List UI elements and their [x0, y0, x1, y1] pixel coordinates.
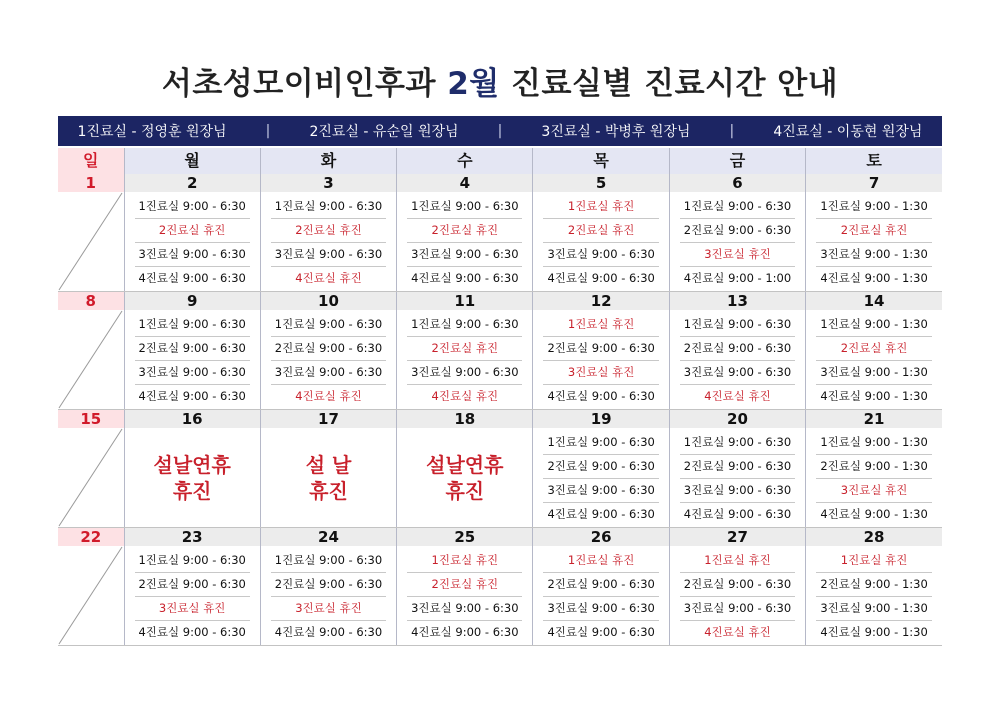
room-schedule-list	[806, 310, 942, 408]
sunday-cell	[58, 192, 124, 292]
room-schedule-list	[670, 546, 805, 644]
room-schedule-list	[806, 192, 942, 290]
room-hours-slot: 2진료실 9:00 - 6:30	[135, 337, 250, 361]
room-closed-slot: 1진료실 휴진	[680, 549, 795, 573]
room-hours-slot: 3진료실 9:00 - 6:30	[543, 243, 658, 267]
room-hours-slot: 3진료실 9:00 - 6:30	[135, 243, 250, 267]
day-cell	[124, 428, 260, 528]
holiday-line: 휴진	[172, 478, 212, 503]
room-closed-slot: 3진료실 휴진	[543, 361, 658, 385]
sunday-cell	[58, 310, 124, 410]
room-hours-slot: 2진료실 9:00 - 6:30	[271, 337, 386, 361]
weekday-sun: 일	[58, 148, 124, 174]
room-hours-slot: 1진료실 9:00 - 6:30	[680, 431, 795, 455]
room-closed-slot: 1진료실 휴진	[543, 549, 658, 573]
banner-separator: |	[729, 123, 735, 139]
day-date: 20	[669, 410, 805, 429]
holiday-line: 설 날	[305, 452, 352, 477]
room-hours-slot: 4진료실 9:00 - 1:30	[820, 389, 928, 403]
room-closed-slot: 4진료실 휴진	[295, 271, 362, 285]
room-hours-slot: 3진료실 9:00 - 6:30	[407, 243, 522, 267]
room-hours-slot: 4진료실 9:00 - 6:30	[547, 507, 655, 521]
room-hours-slot: 3진료실 9:00 - 6:30	[680, 361, 795, 385]
room-hours-slot: 4진료실 9:00 - 1:30	[820, 625, 928, 639]
room-closed-slot: 3진료실 휴진	[680, 243, 795, 267]
room-hours-slot: 4진료실 9:00 - 6:30	[547, 625, 655, 639]
day-date: 10	[260, 292, 396, 311]
holiday-line: 휴진	[445, 478, 485, 503]
room-closed-slot: 4진료실 휴진	[704, 389, 771, 403]
holiday-text	[426, 452, 503, 504]
schedule-row	[58, 428, 942, 528]
room-hours-slot: 3진료실 9:00 - 1:30	[816, 361, 932, 385]
room-2-doctor: 2진료실 - 유순일 원장님	[309, 124, 459, 140]
holiday-text	[154, 452, 231, 504]
day-cell	[533, 192, 669, 292]
day-date: 9	[124, 292, 260, 311]
room-1-doctor: 1진료실 - 정영훈 원장님	[77, 124, 227, 140]
rooms-banner	[58, 116, 942, 146]
day-cell	[806, 192, 942, 292]
room-schedule-list	[261, 546, 396, 644]
schedule-calendar	[58, 148, 942, 646]
day-cell	[124, 546, 260, 646]
room-closed-slot: 2진료실 휴진	[271, 219, 386, 243]
room-closed-slot: 3진료실 휴진	[271, 597, 386, 621]
room-hours-slot: 3진료실 9:00 - 6:30	[543, 597, 658, 621]
room-hours-slot: 3진료실 9:00 - 6:30	[271, 361, 386, 385]
closed-diagonal-line	[58, 546, 123, 645]
banner-separator: |	[497, 123, 503, 139]
day-date: 11	[397, 292, 533, 311]
room-hours-slot: 3진료실 9:00 - 1:30	[816, 243, 932, 267]
day-date: 27	[669, 528, 805, 547]
day-cell	[669, 192, 805, 292]
room-hours-slot: 1진료실 9:00 - 6:30	[271, 195, 386, 219]
day-date: 23	[124, 528, 260, 547]
room-schedule-list	[397, 192, 532, 290]
room-hours-slot: 2진료실 9:00 - 6:30	[543, 573, 658, 597]
room-schedule-list	[670, 192, 805, 290]
room-schedule-list	[670, 310, 805, 408]
date-row	[58, 174, 942, 192]
room-schedule-list	[125, 546, 260, 644]
sunday-date: 8	[58, 292, 124, 311]
room-hours-slot: 1진료실 9:00 - 6:30	[271, 549, 386, 573]
day-cell	[124, 310, 260, 410]
room-hours-slot: 1진료실 9:00 - 6:30	[135, 195, 250, 219]
room-hours-slot: 2진료실 9:00 - 1:30	[816, 455, 932, 479]
room-closed-slot: 1진료실 휴진	[816, 549, 932, 573]
diagonal-stroke	[59, 429, 122, 526]
room-hours-slot: 1진료실 9:00 - 6:30	[407, 313, 522, 337]
day-date: 3	[260, 174, 396, 192]
holiday-line: 설날연휴	[153, 452, 231, 477]
weekday-fri: 금	[669, 148, 805, 174]
holiday-line: 설날연휴	[426, 452, 504, 477]
room-schedule-list	[806, 546, 942, 644]
room-hours-slot: 1진료실 9:00 - 1:30	[816, 195, 932, 219]
weekday-thu: 목	[533, 148, 669, 174]
room-hours-slot: 4진료실 9:00 - 1:30	[820, 507, 928, 521]
day-cell	[397, 310, 533, 410]
closed-diagonal-line	[58, 192, 123, 291]
room-closed-slot: 3진료실 휴진	[816, 479, 932, 503]
room-closed-slot: 4진료실 휴진	[295, 389, 362, 403]
day-date: 12	[533, 292, 669, 311]
room-hours-slot: 4진료실 9:00 - 6:30	[547, 271, 655, 285]
sunday-date: 1	[58, 174, 124, 192]
schedule-row	[58, 310, 942, 410]
room-closed-slot: 2진료실 휴진	[407, 573, 522, 597]
room-hours-slot: 2진료실 9:00 - 1:30	[816, 573, 932, 597]
room-hours-slot: 2진료실 9:00 - 6:30	[271, 573, 386, 597]
room-hours-slot: 4진료실 9:00 - 1:30	[820, 271, 928, 285]
day-date: 5	[533, 174, 669, 192]
room-hours-slot: 2진료실 9:00 - 6:30	[680, 455, 795, 479]
date-row	[58, 292, 942, 311]
sunday-date: 15	[58, 410, 124, 429]
closed-diagonal-line	[58, 428, 123, 527]
day-cell	[806, 428, 942, 528]
holiday-text	[306, 452, 352, 504]
holiday-notice	[125, 428, 260, 527]
day-cell	[124, 192, 260, 292]
room-schedule-list	[397, 310, 532, 408]
day-cell	[669, 310, 805, 410]
holiday-notice	[261, 428, 396, 527]
day-cell	[669, 546, 805, 646]
room-hours-slot: 4진료실 9:00 - 1:00	[683, 271, 792, 285]
room-closed-slot: 1진료실 휴진	[543, 313, 658, 337]
room-hours-slot: 4진료실 9:00 - 6:30	[683, 507, 792, 521]
day-date: 17	[260, 410, 396, 429]
diagonal-stroke	[59, 193, 122, 290]
day-date: 7	[806, 174, 942, 192]
holiday-line: 휴진	[309, 478, 348, 503]
room-hours-slot: 1진료실 9:00 - 6:30	[271, 313, 386, 337]
room-closed-slot: 2진료실 휴진	[407, 337, 522, 361]
sunday-cell	[58, 428, 124, 528]
weekday-wed: 수	[397, 148, 533, 174]
room-hours-slot: 2진료실 9:00 - 6:30	[543, 455, 658, 479]
room-closed-slot: 2진료실 휴진	[407, 219, 522, 243]
room-closed-slot: 1진료실 휴진	[407, 549, 522, 573]
room-hours-slot: 1진료실 9:00 - 6:30	[407, 195, 522, 219]
room-hours-slot: 1진료실 9:00 - 6:30	[680, 195, 795, 219]
room-schedule-list	[533, 546, 668, 644]
weekday-sat: 토	[806, 148, 942, 174]
day-cell	[806, 546, 942, 646]
room-hours-slot: 3진료실 9:00 - 6:30	[543, 479, 658, 503]
weekday-mon: 월	[124, 148, 260, 174]
room-closed-slot: 3진료실 휴진	[135, 597, 250, 621]
banner-separator: |	[265, 123, 271, 139]
room-closed-slot: 2진료실 휴진	[135, 219, 250, 243]
room-hours-slot: 4진료실 9:00 - 6:30	[274, 625, 383, 639]
room-hours-slot: 4진료실 9:00 - 6:30	[547, 389, 655, 403]
closed-diagonal-line	[58, 310, 123, 409]
day-date: 14	[806, 292, 942, 311]
day-cell	[260, 546, 396, 646]
title-clinic-name: 서초성모이비인후과	[161, 66, 436, 102]
room-hours-slot: 4진료실 9:00 - 6:30	[411, 625, 519, 639]
diagonal-stroke	[59, 311, 122, 408]
day-date: 24	[260, 528, 396, 547]
weekday-header-row	[58, 148, 942, 174]
title-month: 2월	[447, 66, 500, 102]
room-closed-slot: 2진료실 휴진	[816, 337, 932, 361]
room-hours-slot: 2진료실 9:00 - 6:30	[135, 573, 250, 597]
day-date: 16	[124, 410, 260, 429]
room-closed-slot: 4진료실 휴진	[704, 625, 771, 639]
day-date: 26	[533, 528, 669, 547]
room-closed-slot: 1진료실 휴진	[543, 195, 658, 219]
diagonal-stroke	[59, 547, 122, 644]
room-hours-slot: 1진료실 9:00 - 6:30	[543, 431, 658, 455]
day-cell	[397, 192, 533, 292]
room-hours-slot: 3진료실 9:00 - 6:30	[407, 597, 522, 621]
room-hours-slot: 3진료실 9:00 - 6:30	[680, 597, 795, 621]
page-title	[0, 58, 1000, 103]
schedule-row	[58, 192, 942, 292]
room-4-doctor: 4진료실 - 이동현 원장님	[773, 124, 923, 140]
day-date: 6	[669, 174, 805, 192]
room-hours-slot: 2진료실 9:00 - 6:30	[680, 337, 795, 361]
day-date: 4	[397, 174, 533, 192]
room-hours-slot: 3진료실 9:00 - 6:30	[407, 361, 522, 385]
room-closed-slot: 4진료실 휴진	[431, 389, 499, 403]
day-cell	[397, 546, 533, 646]
sunday-cell	[58, 546, 124, 646]
day-cell	[260, 428, 396, 528]
room-3-doctor: 3진료실 - 박병후 원장님	[541, 124, 691, 140]
day-cell	[806, 310, 942, 410]
room-closed-slot: 2진료실 휴진	[543, 219, 658, 243]
room-hours-slot: 1진료실 9:00 - 6:30	[135, 549, 250, 573]
date-row	[58, 410, 942, 429]
sunday-date: 22	[58, 528, 124, 547]
holiday-notice	[397, 428, 532, 527]
room-schedule-list	[261, 310, 396, 408]
room-hours-slot: 3진료실 9:00 - 6:30	[271, 243, 386, 267]
room-schedule-list	[533, 192, 668, 290]
weekday-tue: 화	[260, 148, 396, 174]
room-schedule-list	[533, 428, 668, 526]
room-hours-slot: 4진료실 9:00 - 6:30	[138, 389, 246, 403]
day-date: 18	[397, 410, 533, 429]
day-date: 13	[669, 292, 805, 311]
day-date: 2	[124, 174, 260, 192]
day-cell	[533, 310, 669, 410]
room-hours-slot: 2진료실 9:00 - 6:30	[680, 219, 795, 243]
room-hours-slot: 2진료실 9:00 - 6:30	[680, 573, 795, 597]
day-cell	[260, 310, 396, 410]
day-date: 21	[806, 410, 942, 429]
room-schedule-list	[261, 192, 396, 290]
title-rest: 진료실별 진료시간 안내	[511, 66, 839, 102]
day-date: 25	[397, 528, 533, 547]
room-schedule-list	[806, 428, 942, 526]
schedule-row	[58, 546, 942, 646]
room-schedule-list	[670, 428, 805, 526]
room-hours-slot: 1진료실 9:00 - 6:30	[135, 313, 250, 337]
room-hours-slot: 1진료실 9:00 - 1:30	[816, 431, 932, 455]
room-hours-slot: 4진료실 9:00 - 6:30	[138, 271, 246, 285]
room-hours-slot: 3진료실 9:00 - 1:30	[816, 597, 932, 621]
day-cell	[669, 428, 805, 528]
day-date: 19	[533, 410, 669, 429]
day-cell	[260, 192, 396, 292]
room-schedule-list	[533, 310, 668, 408]
room-schedule-list	[125, 310, 260, 408]
room-hours-slot: 1진료실 9:00 - 6:30	[680, 313, 795, 337]
room-schedule-list	[125, 192, 260, 290]
day-cell	[533, 428, 669, 528]
day-cell	[397, 428, 533, 528]
day-cell	[533, 546, 669, 646]
room-hours-slot: 1진료실 9:00 - 1:30	[816, 313, 932, 337]
date-row	[58, 528, 942, 547]
room-hours-slot: 2진료실 9:00 - 6:30	[543, 337, 658, 361]
room-schedule-list	[397, 546, 532, 644]
room-hours-slot: 4진료실 9:00 - 6:30	[411, 271, 519, 285]
room-hours-slot: 3진료실 9:00 - 6:30	[135, 361, 250, 385]
room-hours-slot: 4진료실 9:00 - 6:30	[138, 625, 246, 639]
room-closed-slot: 2진료실 휴진	[816, 219, 932, 243]
room-hours-slot: 3진료실 9:00 - 6:30	[680, 479, 795, 503]
day-date: 28	[806, 528, 942, 547]
